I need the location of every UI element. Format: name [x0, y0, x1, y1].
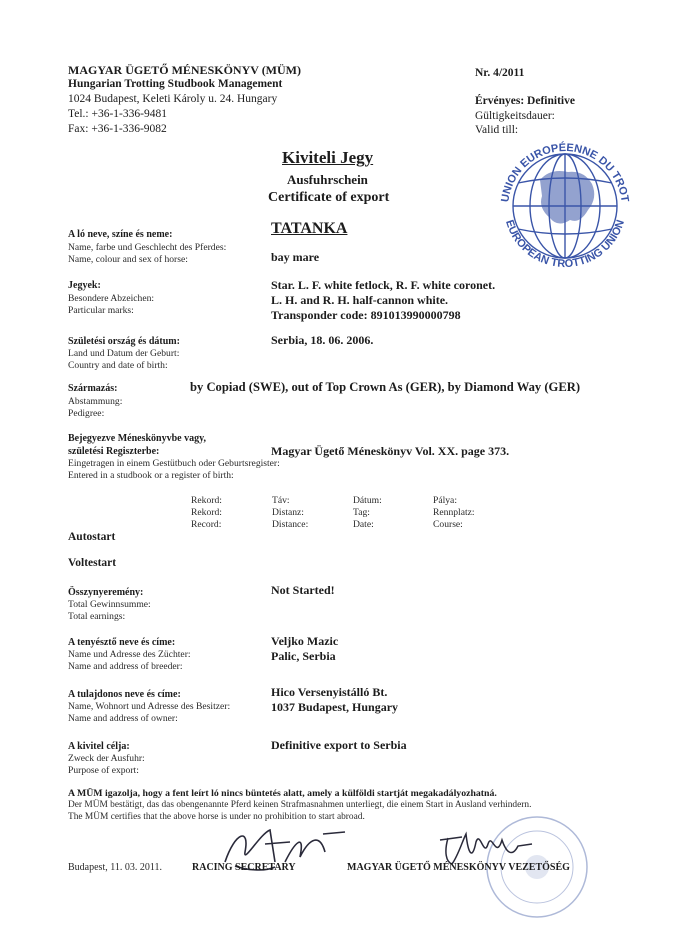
pedigree-label-en: Pedigree:: [68, 408, 105, 419]
purpose-label-en: Purpose of export:: [68, 765, 139, 776]
date-label-de: Tag:: [353, 507, 370, 518]
earnings-label-en: Total earnings:: [68, 611, 126, 622]
record-label-en: Record:: [191, 519, 222, 530]
title-en: Certificate of export: [268, 190, 390, 205]
svg-text:EUROPEAN TROTTING UNION: EUROPEAN TROTTING UNION: [502, 218, 628, 271]
earnings-label-de: Total Gewinnsumme:: [68, 599, 151, 610]
pedigree-label-hu: Származás:: [68, 383, 118, 394]
course-label-hu: Pálya:: [433, 495, 457, 506]
purpose-value: Definitive export to Serbia: [271, 738, 407, 752]
birth-label-hu: Születési ország és dátum:: [68, 336, 180, 347]
distance-label-hu: Táv:: [272, 495, 290, 506]
studbook-value: Magyar Ügető Méneskönyv Vol. XX. page 373.: [271, 444, 510, 458]
earnings-value: Not Started!: [271, 583, 335, 597]
studbook-label-hu-1: Bejegyezve Méneskönyvbe vagy,: [68, 433, 207, 444]
birth-value: Serbia, 18. 06. 2006.: [271, 333, 374, 347]
svg-text:UNION EUROPÉENNE DU TROT: UNION EUROPÉENNE DU TROT: [499, 141, 631, 203]
studbook-label-hu-2: születési Regiszterbe:: [68, 446, 160, 457]
breeder-label-en: Name and address of breeder:: [68, 661, 183, 672]
marks-line-1: Star. L. F. white fetlock, R. F. white coronet.: [271, 278, 496, 292]
voltestart-label: Voltestart: [68, 557, 117, 569]
title-de: Ausfuhrschein: [287, 172, 368, 187]
validity-hu: Érvényes: Definitive: [475, 95, 575, 107]
horse-label-hu: A ló neve, színe és neme:: [68, 229, 173, 240]
horse-label-en: Name, colour and sex of horse:: [68, 254, 188, 265]
earnings-label-hu: Összynyeremény:: [68, 587, 144, 598]
owner-name: Hico Versenyistálló Bt.: [271, 685, 388, 699]
studbook-label-de: Eingetragen in einem Gestütbuch oder Geburtsregister:: [68, 458, 280, 469]
distance-label-de: Distanz:: [272, 507, 304, 518]
validity-en: Valid till:: [475, 124, 519, 136]
breeder-label-hu: A tenyésztő neve és címe:: [68, 637, 176, 648]
pedigree-label-de: Abstammung:: [68, 396, 123, 407]
marks-label-en: Particular marks:: [68, 305, 134, 316]
org-address: 1024 Budapest, Keleti Károly u. 24. Hungary: [68, 93, 278, 105]
owner-label-de: Name, Wohnort und Adresse des Besitzer:: [68, 701, 231, 712]
validity-de: Gültigkeitsdauer:: [475, 110, 555, 122]
birth-label-en: Country and date of birth:: [68, 360, 168, 371]
owner-address: 1037 Budapest, Hungary: [271, 700, 399, 714]
marks-label-hu: Jegyek:: [68, 280, 101, 291]
certification-de: Der MÜM bestätigt, das das obengenannte Pferd keinen Strafmasnahmen unterliegt, die einem Start in Ausland verhindern.: [68, 800, 532, 810]
breeder-label-de: Name und Adresse des Züchter:: [68, 649, 191, 660]
org-name-hu: MAGYAR ÜGETŐ MÉNESKÖNYV (MÜM): [68, 63, 301, 77]
owner-label-en: Name and address of owner:: [68, 713, 178, 724]
transponder-code: Transponder code: 891013990000798: [271, 308, 461, 322]
marks-label-de: Besondere Abzeichen:: [68, 293, 155, 304]
horse-name: TATANKA: [271, 220, 348, 237]
birth-label-de: Land und Datum der Geburt:: [68, 348, 180, 359]
european-trotting-union-seal: [480, 128, 650, 278]
date-label-hu: Dátum:: [353, 495, 382, 506]
breeder-address: Palic, Serbia: [271, 649, 336, 663]
record-label-hu: Rekord:: [191, 495, 222, 506]
course-label-de: Rennplatz:: [433, 507, 475, 518]
studbook-label-en: Entered in a studbook or a register of birth:: [68, 470, 234, 481]
distance-label-en: Distance:: [272, 519, 309, 530]
certification-en: The MÜM certifies that the above horse is under no prohibition to start abroad.: [68, 812, 365, 822]
record-label-de: Rekord:: [191, 507, 222, 518]
purpose-label-de: Zweck der Ausfuhr:: [68, 753, 145, 764]
horse-label-de: Name, farbe und Geschlecht des Pferdes:: [68, 242, 227, 253]
org-tel: Tel.: +36-1-336-9481: [68, 108, 167, 120]
place-date: Budapest, 11. 03. 2011.: [68, 862, 162, 873]
director-title: MAGYAR ÜGETŐ MÉNESKÖNYV VEZETŐSÉG: [347, 862, 570, 873]
marks-line-2: L. H. and R. H. half-cannon white.: [271, 293, 449, 307]
org-name-en: Hungarian Trotting Studbook Management: [68, 78, 283, 90]
title-hu: Kiviteli Jegy: [282, 148, 374, 167]
breeder-name: Veljko Mazic: [271, 634, 339, 648]
document-number: Nr. 4/2011: [475, 67, 525, 79]
org-fax: Fax: +36-1-336-9082: [68, 123, 167, 135]
secretary-title: RACING SECRETARY: [192, 862, 296, 873]
horse-colour-sex: bay mare: [271, 250, 320, 264]
purpose-label-hu: A kivitel célja:: [68, 741, 130, 752]
course-label-en: Course:: [433, 519, 463, 530]
owner-label-hu: A tulajdonos neve és címe:: [68, 689, 181, 700]
date-label-en: Date:: [353, 519, 374, 530]
pedigree-value: by Copiad (SWE), out of Top Crown As (GER), by Diamond Way (GER): [190, 380, 581, 394]
autostart-label: Autostart: [68, 531, 116, 543]
certification-hu: A MÜM igazolja, hogy a fent leírt ló nincs büntetés alatt, amely a külföldi startját megakadályozhatná.: [68, 788, 497, 799]
